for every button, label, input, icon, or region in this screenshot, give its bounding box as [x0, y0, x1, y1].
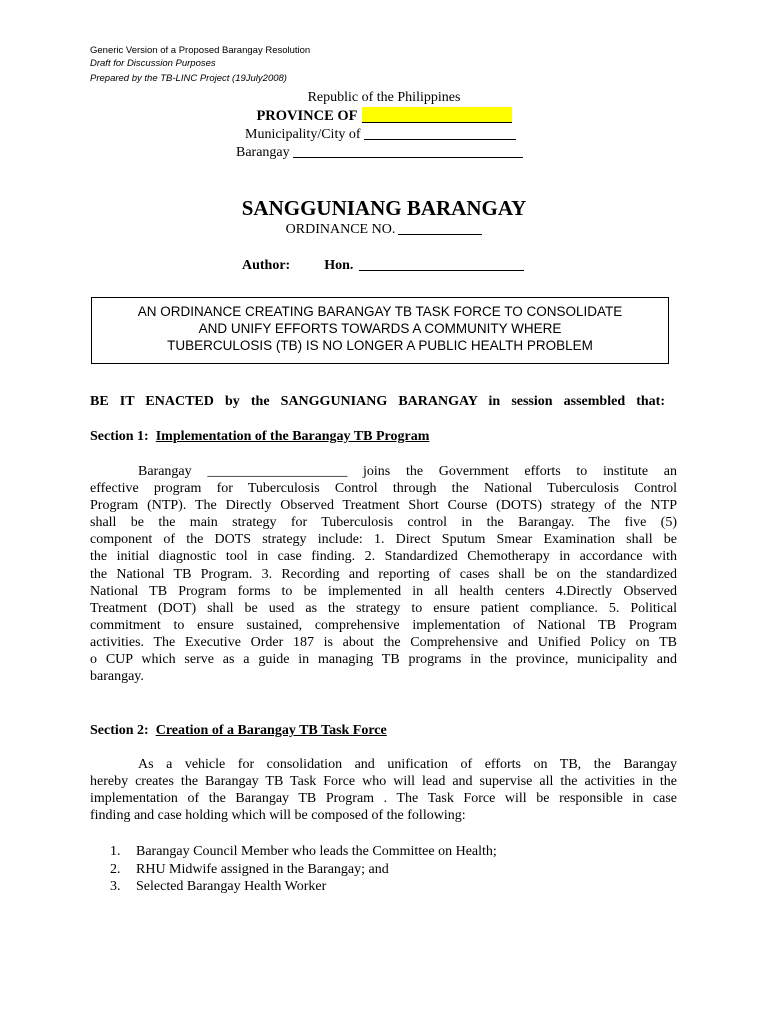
republic-line: Republic of the Philippines	[307, 90, 461, 105]
province-blank-field[interactable]	[362, 107, 512, 123]
paragraph-line: Barangay ____________________ joins the Government efforts to institute an	[138, 464, 677, 479]
box-line: AN ORDINANCE CREATING BARANGAY TB TASK FORCE TO CONSOLIDATE	[137, 304, 623, 319]
paragraph-line: effective program for Tuberculosis Control through the National Tuberculosis Control	[90, 481, 677, 497]
author-label: Author:	[242, 258, 291, 273]
paragraph-line: activities. The Executive Order 187 is about the Comprehensive and Unified Policy on TB	[90, 634, 677, 650]
barangay-line	[236, 143, 523, 161]
paragraph-line: barangay.	[90, 669, 144, 685]
section-2-heading	[90, 723, 387, 739]
list-item-text: RHU Midwife assigned in the Barangay; and	[136, 861, 389, 877]
barangay-label: Barangay	[236, 145, 290, 160]
section-1-paragraph	[90, 463, 677, 685]
province-label: PROVINCE OF	[256, 108, 358, 124]
barangay-blank-field[interactable]	[293, 143, 523, 158]
hon-label: Hon.	[324, 258, 354, 273]
list-item	[110, 843, 497, 861]
section-1-title: Implementation of the Barangay TB Program	[155, 429, 430, 444]
task-force-members-list	[110, 843, 497, 896]
paragraph-line: the initial diagnostic tool in case finding. 2. Standardized Chemotherapy in accordance with	[90, 549, 677, 565]
header-line-2: Draft for Discussion Purposes	[90, 58, 216, 69]
ordinance-number-label: ORDINANCE NO.	[285, 222, 396, 237]
list-item	[110, 878, 497, 896]
province-line	[0, 107, 768, 125]
paragraph-line: the National TB Program. 3. Recording and reporting of cases shall be on the standardized	[90, 566, 677, 582]
enacting-clause: BE IT ENACTED by the SANGGUNIANG BARANGAY in session assembled that:	[90, 394, 665, 409]
list-item-number: 2.	[110, 861, 121, 877]
list-item-number: 1.	[110, 844, 121, 859]
municipality-label: Municipality/City of	[245, 127, 361, 142]
section-1-heading	[90, 429, 429, 445]
municipality-blank-field[interactable]	[364, 125, 516, 140]
ordinance-title-box	[91, 297, 669, 364]
paragraph-line: shall be the main strategy for Tuberculosis control in the Barangay. The five (5)	[90, 515, 677, 531]
document-title: SANGGUNIANG BARANGAY	[241, 196, 527, 220]
paragraph-line: hereby creates the Barangay TB Task Force who will lead and supervise all the activities in the	[90, 774, 677, 790]
paragraph-line: As a vehicle for consolidation and unification of efforts on TB, the Barangay	[138, 757, 677, 772]
header-line-1: Generic Version of a Proposed Barangay Resolution	[90, 45, 311, 56]
paragraph-line: Program (NTP). The Directly Observed Treatment Short Course (DOTS) strategy of the NTP	[90, 498, 677, 514]
list-item-text: Barangay Council Member who leads the Committee on Health;	[136, 844, 497, 859]
section-2-title: Creation of a Barangay TB Task Force	[155, 723, 387, 738]
paragraph-line: finding and case holding which will be composed of the following:	[90, 808, 466, 824]
box-line: TUBERCULOSIS (TB) IS NO LONGER A PUBLIC HEALTH PROBLEM	[167, 338, 593, 353]
section-2-label: Section 2:	[90, 723, 149, 738]
paragraph-line: o CUP which serve as a guide in managing TB programs in the province, municipality and	[90, 652, 677, 668]
section-2-paragraph	[90, 756, 677, 824]
list-item-number: 3.	[110, 879, 121, 894]
municipality-line	[245, 125, 516, 143]
box-line: AND UNIFY EFFORTS TOWARDS A COMMUNITY WHERE	[198, 321, 562, 336]
section-1-label: Section 1:	[90, 429, 149, 444]
list-item	[110, 861, 497, 879]
header-line-3: Prepared by the TB-LINC Project (19July2008)	[90, 73, 287, 84]
ordinance-number-blank[interactable]	[398, 220, 482, 235]
author-line	[242, 256, 524, 274]
list-item-text: Selected Barangay Health Worker	[136, 879, 327, 894]
paragraph-line: commitment to ensure sustained, comprehensive implementation of National TB Program	[90, 617, 677, 633]
ordinance-number-line	[0, 220, 768, 238]
paragraph-line: implementation of the Barangay TB Program . The Task Force will be responsible in case	[90, 791, 677, 807]
paragraph-line: Treatment (DOT) shall be used as the strategy to ensure patient compliance. 5. Political	[90, 600, 677, 616]
paragraph-line: National TB Program forms to be implemented in all health centers 4.Directly Observed	[90, 583, 677, 599]
author-blank[interactable]	[359, 256, 524, 271]
paragraph-line: component of the DOTS strategy include: 1. Direct Sputum Smear Examination shall be	[90, 532, 677, 548]
